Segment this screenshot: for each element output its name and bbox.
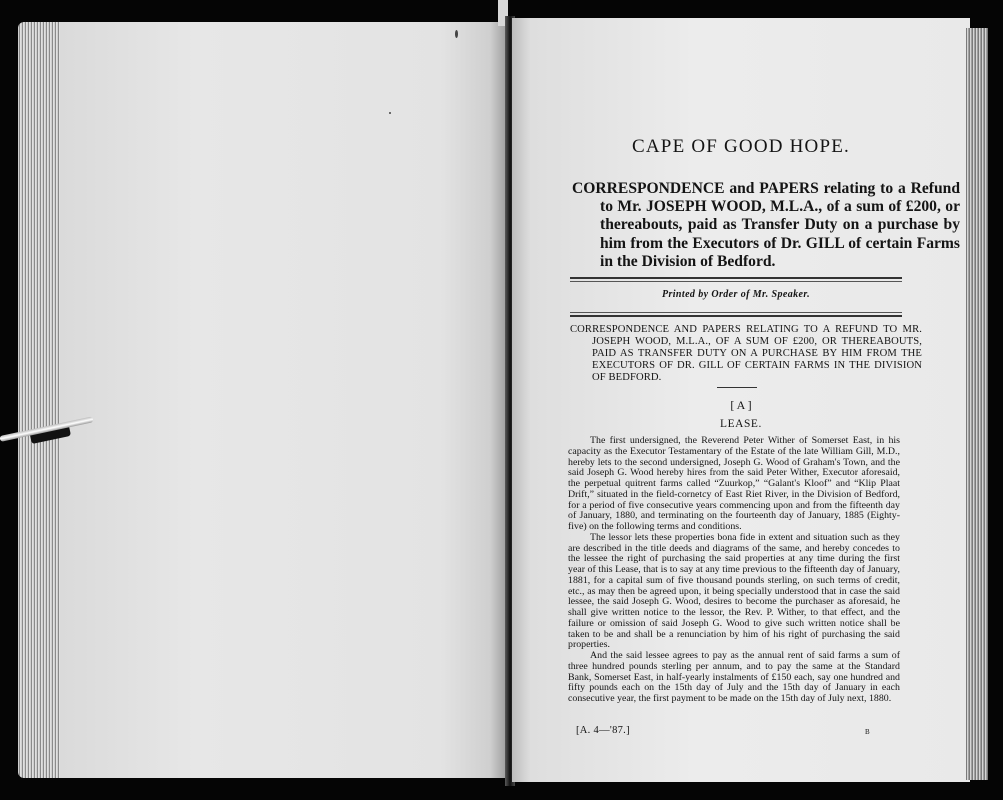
signature-mark: B — [865, 728, 870, 736]
left-page-edges — [18, 22, 62, 778]
left-page-blank — [60, 22, 508, 778]
page-title: CAPE OF GOOD HOPE. — [632, 136, 850, 157]
paper-speck — [389, 112, 391, 114]
document-subtitle: CORRESPONDENCE and PAPERS relating to a Refund to Mr. JOSEPH WOOD, M.L.A., of a sum of £200, or thereabouts, paid as Transfer Duty on a purchase by him from the Executors of Dr. GILL of certain Farms in the Division of Bedford. — [572, 180, 960, 270]
printed-by-line: Printed by Order of Mr. Speaker. — [661, 289, 811, 300]
section-heading: CORRESPONDENCE AND PAPERS RELATING TO A REFUND TO MR. JOSEPH WOOD, M.L.A., OF A SUM OF £200, OR THEREABOUTS, PAID AS TRANSFER DUTY ON A PURCHASE BY HIM FROM THE EXECUTORS OF DR. GILL OF CERTAIN FARMS IN THE DIVISION OF BEDFORD. — [570, 324, 922, 383]
section-mark: [ A ] — [730, 398, 752, 412]
paragraph: The lessor lets these properties bona fide in extent and situation such as they are described in the title deeds and diagrams of the same, and hereby concedes to the lessee the right of purchasing the said properties at any time during the first year of this Lease, that is to say at any time previous to the fifteenth day of January, 1881, for a capital sum of five thousand pounds sterling, on such terms of credit, etc., as may then be agreed upon, it being specially understood that in case the said lessee, the said Joseph G. Wood, desires to become the purchaser as aforesaid, he shall give written notice to the lessor, the Rev. P. Wither, to that effect, and the failure or omission of said Joseph G. Wood to give such written notice shall be taken to be and shall be a renunciation by him of his right of purchasing the said properties. — [568, 531, 900, 651]
section-title: LEASE. — [720, 418, 762, 430]
paper-speck — [455, 30, 458, 38]
paragraph: And the said lessee agrees to pay as the annual rent of said farms a sum of three hundred pounds sterling per annum, and to pay the same at the Standard Bank, Somerset East, in half-yearly instalments of £150 each, say one hundred and fifty pounds each on the 15th day of July and the 15th day of January in each consecutive year, the first payment to be made on the 15th day of July next, 1880. — [568, 650, 900, 704]
top-rule-thin — [570, 281, 902, 282]
short-divider — [717, 387, 757, 388]
top-rule — [570, 277, 902, 279]
paragraph: The first undersigned, the Reverend Peter Wither of Somerset East, in his capacity as the Executor Testamentary of the Estate of the late William Gill, M.D., hereby lets to the second undersigned, Joseph G. Wood of Graham's Town, and the said Joseph G. Wood hereby hires from the said Peter Wither, Executor aforesaid, the perpetual quitrent farms called “Zuurkop,” “Galant's Kloof” and “Klip Plaat Drift,” situated in the field-cornetcy of East Riet River, in the Division of Bedford, for a period of five consecutive years commencing upon and from the fifteenth day of January, 1880, and terminating on the fourteenth day of January, 1885 (Eighty-five) on the following terms and conditions. — [568, 435, 900, 532]
lease-body — [568, 436, 900, 705]
middle-rule — [570, 312, 902, 313]
footer-reference: [A. 4—'87.] — [576, 725, 630, 736]
middle-rule-bold — [570, 315, 902, 317]
